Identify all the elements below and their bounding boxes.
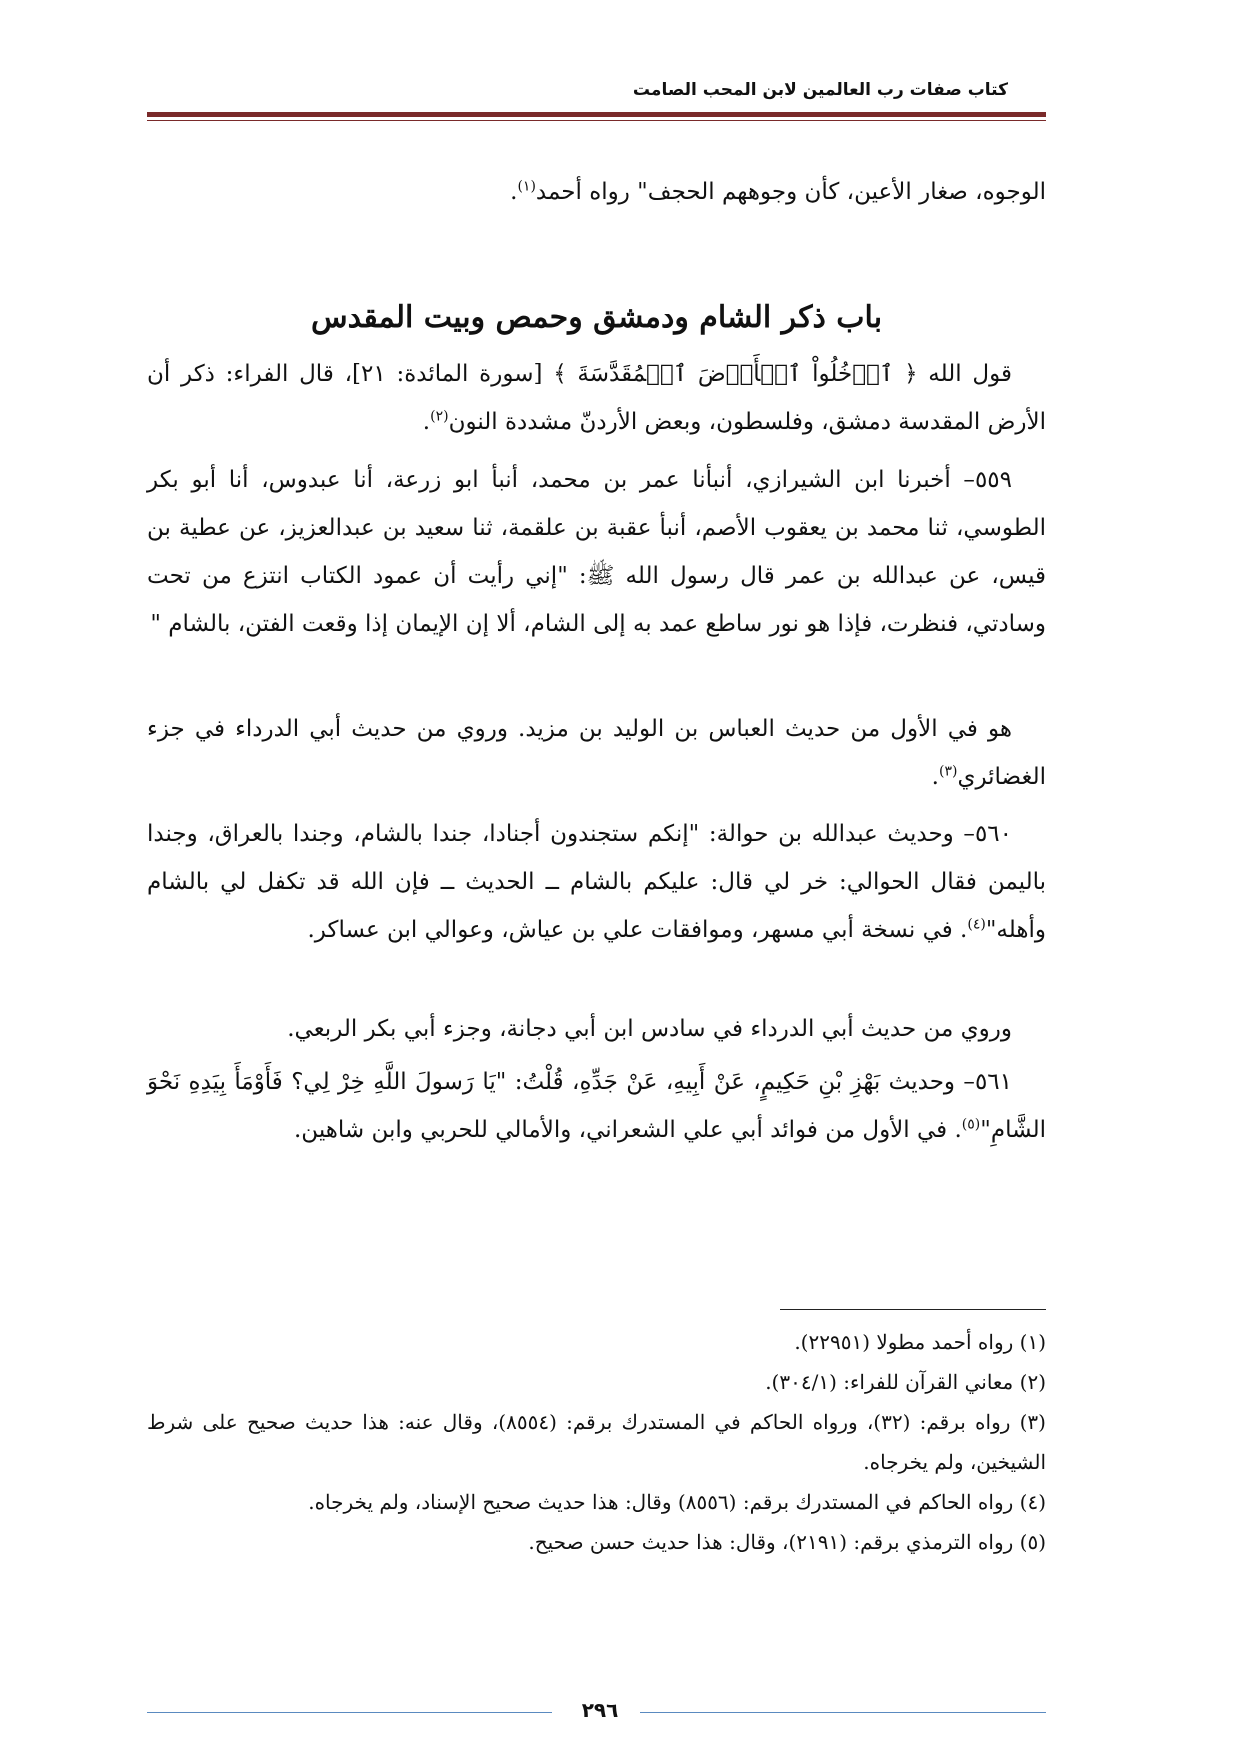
paragraph-4-tail: . في نسخة أبي مسهر، وموافقات علي بن عياش، وعوالي ابن عساكر. (307, 917, 968, 943)
footer-rule-right (640, 1712, 1046, 1713)
hadith-560 (147, 810, 1046, 954)
footnotes (147, 1322, 1046, 1562)
paragraph-6-text: ٥٦١– وحديث بَهْزِ بْنِ حَكِيمٍ، عَنْ أَبِيهِ، عَنْ جَدِّهِ، قُلْتُ: "يَا رَسولَ اللَّهِ خِرْ لِي؟ فَأَوْمَأَ بِيَدِهِ نَحْوَ الشَّامِ" (147, 1069, 1046, 1143)
paragraph-takhrij-559: هو في الأول من حديث العباس بن الوليد بن مزيد. وروي من حديث أبي الدرداء في جزء الغضائري$^{(٣)}$. (147, 716, 1046, 790)
footer-rule-left (147, 1712, 552, 1713)
hadith-561 (147, 1058, 1046, 1154)
paragraph-6-tail: . في الأول من فوائد أبي علي الشعراني، والأمالي للحربي وابن شاهين. (294, 1117, 962, 1143)
paragraph-3-text: هو في الأول من حديث العباس بن الوليد بن مزيد. وروي من حديث أبي الدرداء في جزء الغضائري (147, 716, 1046, 790)
chapter-heading: باب ذكر الشام ودمشق وحمص وبيت المقدس (310, 300, 883, 335)
header-rule-thin (147, 120, 1046, 121)
footnote-5: (٥) رواه الترمذي برقم: (٢١٩١)، وقال: هذا حديث حسن صحيح. (528, 1530, 1046, 1554)
footnote-1: (١) رواه أحمد مطولا (٢٢٩٥١). (794, 1330, 1046, 1354)
intro-line: الوجوه، صغار الأعين، كأن وجوههم الحجف" رواه أحمد$^{(١)}$. (510, 178, 1046, 205)
footnote-separator (780, 1309, 1046, 1310)
footnote-4: (٤) رواه الحاكم في المستدرك برقم: (٨٥٥٦) وقال: هذا حديث صحيح الإسناد، ولم يخرجاه. (308, 1490, 1046, 1514)
hadith-559: ٥٥٩– أخبرنا ابن الشيرازي، أنبأنا عمر بن محمد، أنبأ ابو زرعة، أنا عبدوس، أنا أبو بكر الطوسي، ثنا محمد بن يعقوب الأصم، أنبأ عقبة بن علقمة، ثنا سعيد بن عبدالعزيز، عن عطية بن قيس، عن عبدالله بن عمر قال رسول الله ﷺ: "إني رأيت أن عمود الكتاب انتزع من تحت وسادتي، فنظرت، فإذا هو نور ساطع عمد به إلى الشام، ألا إن الإيمان إذا وقعت الفتن، بالشام " (147, 467, 1046, 637)
running-header-title: كتاب صفات رب العالمين لابن المحب الصامت (632, 80, 1008, 100)
paragraph-4-text: ٥٦٠– وحديث عبدالله بن حوالة: "إنكم ستجندون أجنادا، جندا بالشام، وجندا بالعراق، وجندا باليمن فقال الحوالي: خر لي قال: عليكم بالشام ــ الحديث ــ فإن الله قد تكفل لي بالشام وأهله" (147, 821, 1046, 943)
page-number: ٢٩٦ (581, 1698, 619, 1722)
footnote-2: (٢) معاني القرآن للفراء: (٣٠٤/١). (765, 1370, 1046, 1394)
paragraph-1-text: قول الله ﴿ ٱدۡخُلُواْ ٱلۡأَرۡضَ ٱلۡمُقَدَّسَةَ ﴾ [سورة المائدة: ٢١]، قال الفراء: ذكر أن الأرض المقدسة دمشق، وفلسطون، وبعض الأردنّ مشددة النون (147, 361, 1046, 435)
intro-line-text: الوجوه، صغار الأعين، كأن وجوههم الحجف" رواه أحمد (535, 179, 1046, 205)
footnote-ref-5[interactable]: (٥) (961, 1116, 981, 1133)
header-rule-thick (147, 112, 1046, 117)
paragraph-quran-verse: قول الله ﴿ ٱدۡخُلُواْ ٱلۡأَرۡضَ ٱلۡمُقَدَّسَةَ ﴾ [سورة المائدة: ٢١]، قال الفراء: ذكر أن الأرض المقدسة دمشق، وفلسطون، وبعض الأردنّ مشددة النون$^{(٢)}$. (147, 361, 1046, 435)
footnote-ref-2[interactable]: (٢) (430, 408, 449, 425)
footnote-ref-1[interactable]: (١) (517, 178, 536, 195)
paragraph-abu-darda: وروي من حديث أبي الدرداء في سادس ابن أبي دجانة، وجزء أبي بكر الربعي. (287, 1016, 1012, 1042)
footnote-ref-3[interactable]: (٣) (938, 763, 958, 780)
footnote-3: (٣) رواه برقم: (٣٢)، ورواه الحاكم في المستدرك برقم: (٨٥٥٤)، وقال عنه: هذا حديث صحيح على شرط الشيخين، ولم يخرجاه. (147, 1410, 1046, 1474)
footnote-ref-4[interactable]: (٤) (967, 916, 986, 933)
